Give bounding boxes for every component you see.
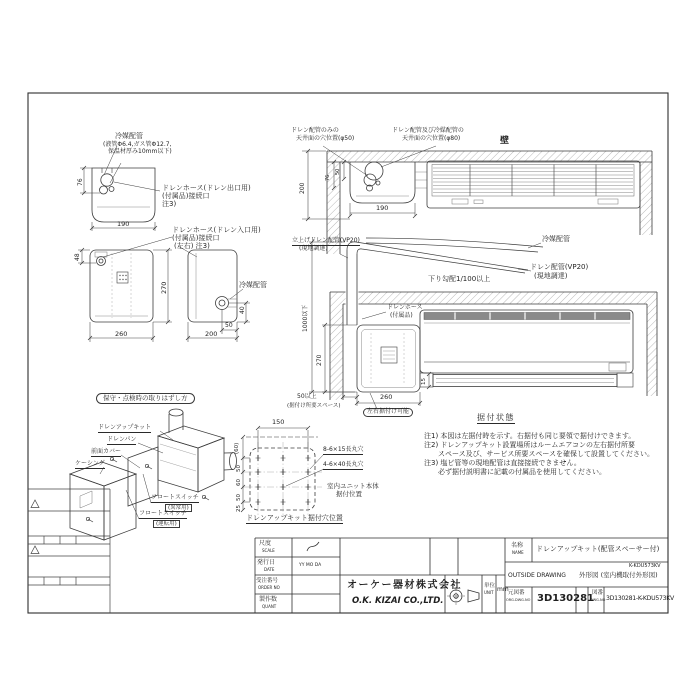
label-note3-ref-a: 注3) <box>162 200 177 208</box>
note-line-2: 注2) ドレンアップキット設置場所はルームエアコンの左右据付所要 <box>424 441 635 449</box>
dim-260-view-b: 260 <box>115 330 128 338</box>
dim-270-front: 270 <box>316 354 323 366</box>
dim-50a-holes: 50 <box>236 465 242 472</box>
label-left-right-note3: (左右) 注3) <box>174 242 210 250</box>
label-ceiling-hole-drain-1: ドレン配管のみの <box>291 127 339 134</box>
view-kit-side <box>188 250 243 322</box>
tb-org-dwg-en: ORG.DWG.NO <box>506 598 531 602</box>
label-ceiling-hole-drain-2: 天井面の穴位置(φ50) <box>296 135 355 142</box>
note-line-1: 注1) 本図は左据付時を示す。右据付も同じ要領で据付けできます。 <box>424 432 636 440</box>
label-front-cover: 前面カバー <box>91 449 121 457</box>
dim-50-plan: 50 <box>335 168 341 175</box>
installed-state-title: 据付状態 <box>477 414 515 424</box>
tb-date-jp: 発行日 <box>257 559 276 566</box>
label-accessory: (付属品) <box>390 312 413 319</box>
tb-product-name: ドレンアップキット(配管スペーサー付) <box>536 545 660 553</box>
tb-qty-jp: 製作数 <box>259 596 278 603</box>
label-ceiling-hole-both-2: 天井面の穴位置(φ80) <box>402 135 461 142</box>
dim-50-view-c: 50 <box>225 322 233 329</box>
tb-drawing-type: 外形図 (室内機取付外形図) <box>579 571 658 579</box>
label-install-position: 据付位置 <box>336 490 362 498</box>
dim-260-front: 260 <box>380 393 393 401</box>
dim-40-view-c: 40 <box>239 306 246 314</box>
label-min-50: 50以上 <box>297 393 317 400</box>
tb-org-dwg-no: 3D130281 <box>537 593 595 604</box>
label-float-switch-abnormal: フロートスイッチ <box>151 495 199 503</box>
dim-48-view-b: 48 <box>74 253 81 261</box>
tb-qty-en: QUANT <box>262 604 277 609</box>
tb-scale-en: SCALE <box>262 548 275 553</box>
dim-60-holes: 60 <box>236 479 242 486</box>
hole-positions-title: ドレンアップキット据付穴位置 <box>246 515 343 524</box>
note-line-5: 必ず据付説明書に記載の付属品を使用してください。 <box>438 468 606 476</box>
mounting-hole-diagram <box>242 437 324 516</box>
tb-scale-jp: 尺度 <box>259 540 272 547</box>
label-slot-8: 8-6×15長丸穴 <box>323 447 363 455</box>
tb-name-en: NAME <box>512 550 524 555</box>
label-field-supply-riser: (現地調達) <box>299 245 328 252</box>
note-line-3: スペース及び、サービス所要スペースを確保して設置してください。 <box>438 450 655 458</box>
label-drain-hose: ドレンホース <box>387 304 423 311</box>
label-refrigerant-piping-c: 冷媒配管 <box>239 281 267 289</box>
tb-outside-drawing: OUTSIDE DRAWING <box>508 572 566 579</box>
label-refrigerant-piping-a: 冷媒配管 <box>115 132 143 140</box>
tb-order-jp: 受注番号 <box>256 578 279 584</box>
label-drain-hose-outlet: ドレンホース(ドレン出口用) <box>162 184 251 192</box>
label-refrigerant-spec-1: (液管Φ6.4,ガス管Φ12.7, <box>103 141 172 148</box>
dim-150-holes: 150 <box>272 418 285 426</box>
dim-50b-holes: 50 <box>236 494 242 501</box>
label-drain-hose-inlet: ドレンホース(ドレン入口用) <box>172 226 261 234</box>
label-abnormal-use: (異常用) <box>165 504 192 512</box>
tb-order-en: ORDER NO <box>258 585 280 590</box>
revision-strip <box>28 489 110 613</box>
tb-company-en: O.K. KIZAI CO.,LTD. <box>352 596 444 606</box>
dim-190-view-a: 190 <box>117 220 130 228</box>
tb-date-format: YY MO DA <box>299 563 322 568</box>
dim-200-view-c: 200 <box>205 330 218 338</box>
sheet-frame <box>28 93 668 613</box>
label-float-switch-operation: フロートスイッチ <box>139 511 187 519</box>
label-refrigerant-piping-front: 冷媒配管 <box>542 235 570 243</box>
label-operation-use: (運転用) <box>153 520 180 528</box>
label-down-slope: 下り勾配1/100以上 <box>428 275 491 283</box>
label-required-space: (据付け所要スペース) <box>287 403 341 409</box>
label-drain-pipe-vp20: ドレン配管(VP20) <box>530 263 589 271</box>
tb-model: K-KDU573KV <box>629 563 661 569</box>
dim-76-view-a: 76 <box>77 178 84 186</box>
view-kit-top <box>92 146 160 222</box>
dim-190-plan: 190 <box>376 204 389 212</box>
label-field-supply-drain: (現地調達) <box>534 272 568 280</box>
tb-dwg-jp: 図番 <box>592 590 604 596</box>
dim-25-holes: 25 <box>236 505 242 512</box>
dim-200-plan: 200 <box>299 182 306 194</box>
label-slot-4: 4-6×40長丸穴 <box>323 462 363 470</box>
tb-company-jp: オーケー器材株式会社 <box>347 580 462 591</box>
label-riser-drain-pipe: 立上げドレン配管(VP20) <box>292 238 360 246</box>
tb-dwg-no: 3D130281-K-KDU573KV <box>606 595 674 602</box>
dim-1000-front: 1000以下 <box>302 304 309 332</box>
label-accessory-port-a: (付属品)接続口 <box>162 192 210 200</box>
dim-270-view-b: 270 <box>160 281 168 294</box>
tb-unit-jp: 単位 <box>484 583 496 589</box>
label-indoor-unit-body: 室内ユニット本体 <box>327 482 379 490</box>
tb-name-jp: 名称 <box>511 542 524 549</box>
dim-15-front: 15 <box>421 378 427 385</box>
dim-76-plan: 76 <box>325 174 331 181</box>
label-casing: ケーシング <box>75 461 105 469</box>
label-wall: 壁 <box>500 136 510 146</box>
label-accessory-port-b: (付属品)接続口 <box>172 234 220 242</box>
note-line-4: 注3) 塩ビ管等の現地配管は直接接続できません。 <box>424 459 581 467</box>
front-installed-view <box>330 235 657 409</box>
label-lr-installable: 左右据付け可能 <box>363 408 413 417</box>
tb-org-dwg-jp: 元図番 <box>508 590 525 596</box>
label-drain-up-kit: ドレンアップキット <box>98 425 151 433</box>
label-refrigerant-spec-2: 保温材厚み10mm以下) <box>108 148 172 155</box>
tb-date-en: DATE <box>264 567 275 572</box>
tb-dwg-en: DWG.NO <box>590 598 606 602</box>
tb-unit-value: mm <box>497 586 509 593</box>
dim-60p-holes: (60) <box>234 442 240 454</box>
label-drain-pan: ドレンパン <box>107 437 136 445</box>
tb-unit-en: UNIT <box>484 590 494 595</box>
maintenance-title: 保守・点検時の取りはずし方 <box>96 393 195 404</box>
label-ceiling-hole-both-1: ドレン配管及び冷媒配管の <box>392 127 464 134</box>
